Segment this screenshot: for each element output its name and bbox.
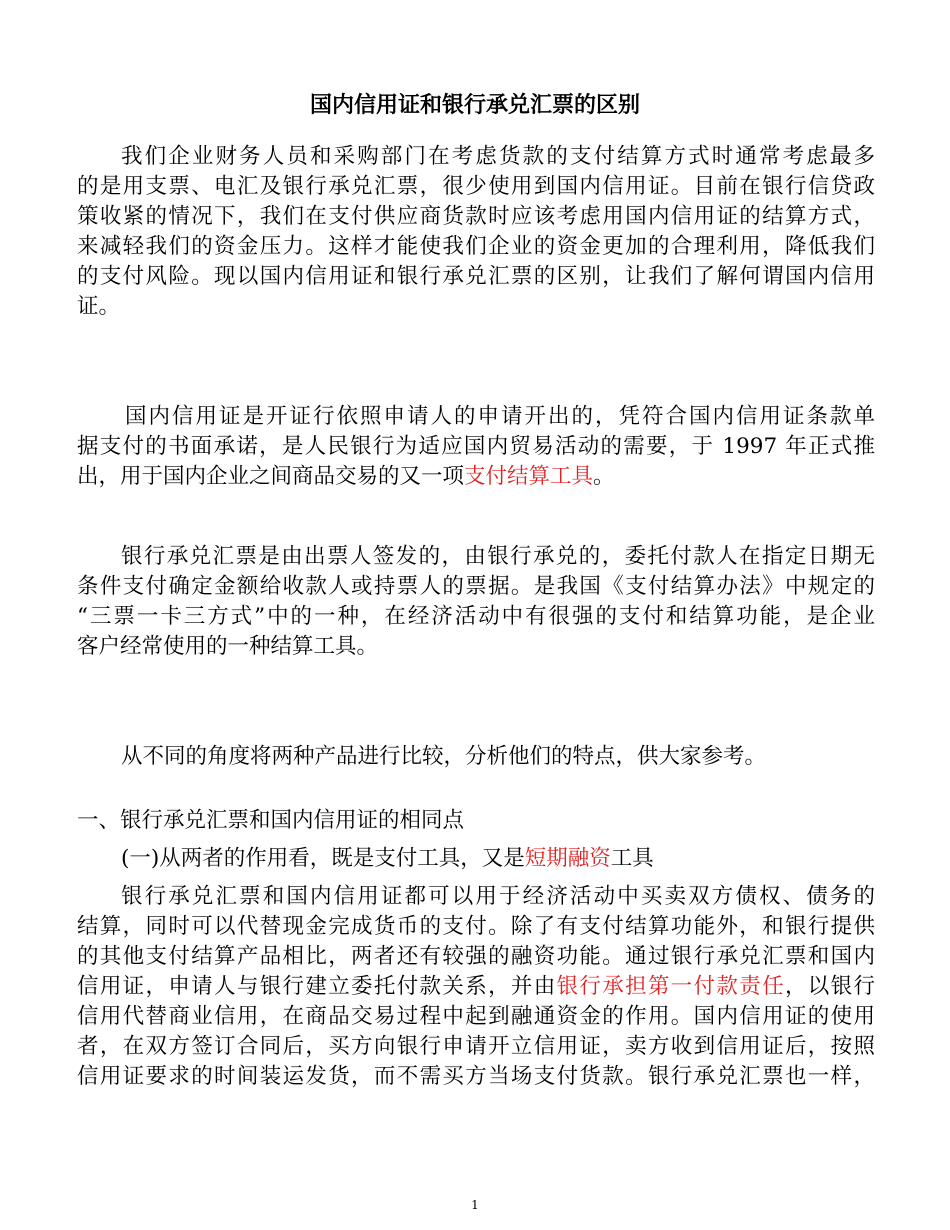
paragraph-comparison-intro: [77, 742, 875, 772]
text-line: 者，在双方签订合同后，买方向银行申请开立信用证，卖方收到信用证后，按照: [77, 1034, 875, 1059]
text-line: 我们企业财务人员和采购部门在考虑货款的支付结算方式时通常考虑最多: [121, 144, 875, 169]
document-title: 国内信用证和银行承兑汇票的区别: [309, 92, 640, 118]
text-line: 的支付风险。现以国内信用证和银行承兑汇票的区别，让我们了解何谓国内信用: [77, 264, 875, 289]
highlighted-text: 短期融资: [524, 846, 611, 871]
text-line: 来减轻我们的资金压力。这样才能使我们企业的资金更加的合理利用，降低我们: [77, 234, 875, 259]
text-line: 条件支付确定金额给收款人或持票人的票据。是我国《支付结算办法》中规定的: [77, 574, 875, 599]
text-line: 银行承兑汇票是由出票人签发的，由银行承兑的，委托付款人在指定日期无: [121, 544, 875, 569]
text-line: 国内信用证是开证行依照申请人的申请开出的，凭符合国内信用证条款单: [125, 404, 875, 429]
text-line: 信用证要求的时间装运发货，而不需买方当场支付货款。银行承兑汇票也一样，: [77, 1064, 875, 1089]
text-segment: 出，用于国内企业之间商品交易的又一项: [77, 464, 465, 489]
text-line: 信用代替商业信用，在商品交易过程中起到融通资金的作用。国内信用证的使用: [77, 1004, 875, 1029]
paragraph-domestic-lc: [77, 402, 875, 492]
text-line: 结算，同时可以代替现金完成货币的支付。除了有支付结算功能外，和银行提供: [77, 914, 875, 939]
text-line: 从不同的角度将两种产品进行比较，分析他们的特点，供大家参考。: [121, 744, 767, 769]
paragraph-intro: [77, 142, 875, 322]
text-line: 的其他支付结算产品相比，两者还有较强的融资功能。通过银行承兑汇票和国内: [77, 944, 875, 969]
text-line: “三票一卡三方式”中的一种，在经济活动中有很强的支付和结算功能，是企业: [77, 604, 875, 629]
highlighted-text: 支付结算工具: [464, 464, 594, 489]
text-line: 据支付的书面承诺，是人民银行为适应国内贸易活动的需要，于 1997 年正式推: [77, 434, 875, 459]
heading-line: 一、银行承兑汇票和国内信用证的相同点: [77, 808, 465, 833]
text-line: 的是用支票、电汇及银行承兑汇票，很少使用到国内信用证。目前在银行信贷政: [77, 174, 875, 199]
highlighted-text: 银行承担第一付款责任: [556, 974, 785, 999]
section-heading: [77, 806, 875, 836]
text-segment: (一)从两者的作用看，既是支付工具，又是: [121, 846, 525, 871]
paragraph-similarity: [77, 882, 875, 1092]
text-segment: 信用证，申请人与银行建立委托付款关系，并由: [77, 974, 557, 999]
text-line: 证。: [77, 294, 121, 319]
text-line: 客户经常使用的一种结算工具。: [77, 634, 379, 659]
subsection-heading: [77, 844, 875, 874]
text-line: 银行承兑汇票和国内信用证都可以用于经济活动中买卖双方债权、债务的: [121, 884, 875, 909]
text-segment: ，以银行: [784, 974, 875, 999]
text-line: 策收紧的情况下，我们在支付供应商货款时应该考虑用国内信用证的结算方式，: [77, 204, 875, 229]
text-line: [77, 462, 875, 492]
text-segment: 。: [593, 464, 615, 489]
paragraph-bank-acceptance: [77, 542, 875, 662]
page-number: 1: [471, 1198, 479, 1212]
text-segment: 工具: [610, 846, 654, 871]
heading-line: [77, 844, 875, 874]
text-line: [77, 972, 875, 1002]
